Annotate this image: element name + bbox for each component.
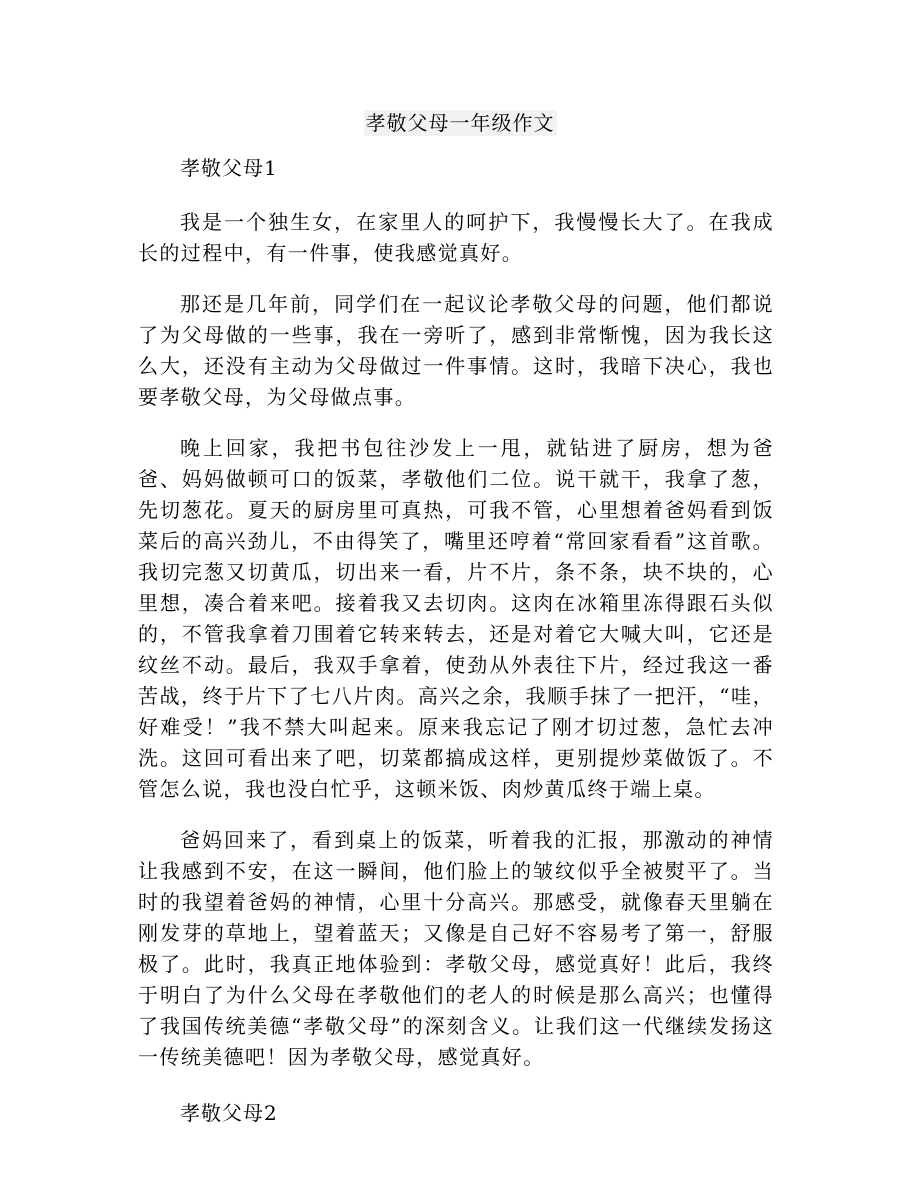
section-heading: 孝敬父母2: [180, 1101, 278, 1125]
paragraph: 我是一个独生女，在家里人的呵护下，我慢慢长大了。在我成长的过程中，有一件事，使我感觉真好。: [138, 210, 774, 265]
document-title: [0, 108, 920, 138]
paragraph: 晚上回家，我把书包往沙发上一甩，就钻进了厨房，想为爸爸、妈妈做顿可口的饭菜，孝敬他们二位。说干就干，我拿了葱，先切葱花。夏天的厨房里可真热，可我不管，心里想着爸妈看到饭菜后的高兴劲儿，不由得笑了，嘴里还哼着“常回家看看”这首歌。我切完葱又切黄瓜，切出来一看，片不片，条不条，块不块的，心里想，凑合着来吧。接着我又去切肉。这肉在冰箱里冻得跟石头似的，不管我拿着刀围着它转来转去，还是对着它大喊大叫，它还是纹丝不动。最后，我双手拿着，使劲从外表往下片，经过我这一番苦战，终于片下了七八片肉。高兴之余，我顺手抹了一把汗，“哇，好难受！”我不禁大叫起来。原来我忘记了刚才切过葱，急忙去冲洗。这回可看出来了吧，切菜都搞成这样，更别提炒菜做饭了。不管怎么说，我也没白忙乎，这顿米饭、肉炒黄瓜终于端上桌。: [138, 436, 774, 801]
document-title-text: 孝敬父母一年级作文: [365, 111, 555, 135]
paragraph: 爸妈回来了，看到桌上的饭菜，听着我的汇报，那激动的神情让我感到不安，在这一瞬间，他们脸上的皱纹似乎全被熨平了。当时的我望着爸妈的神情，心里十分高兴。那感受，就像春天里躺在刚发芽的草地上，望着蓝天；又像是自己好不容易考了第一，舒服极了。此时，我真正地体验到：孝敬父母，感觉真好！此后，我终于明白了为什么父母在孝敬他们的老人的时候是那么高兴；也懂得了我国传统美德“孝敬父母”的深刻含义。让我们这一代继续发扬这一传统美德吧！因为孝敬父母，感觉真好。: [138, 828, 774, 1069]
section-heading: 孝敬父母1: [180, 156, 278, 180]
paragraph: 那还是几年前，同学们在一起议论孝敬父母的问题，他们都说了为父母做的一些事，我在一旁听了，感到非常惭愧，因为我长这么大，还没有主动为父母做过一件事情。这时，我暗下决心，我也要孝敬父母，为父母做点事。: [138, 292, 774, 409]
document-body: [138, 150, 774, 1132]
